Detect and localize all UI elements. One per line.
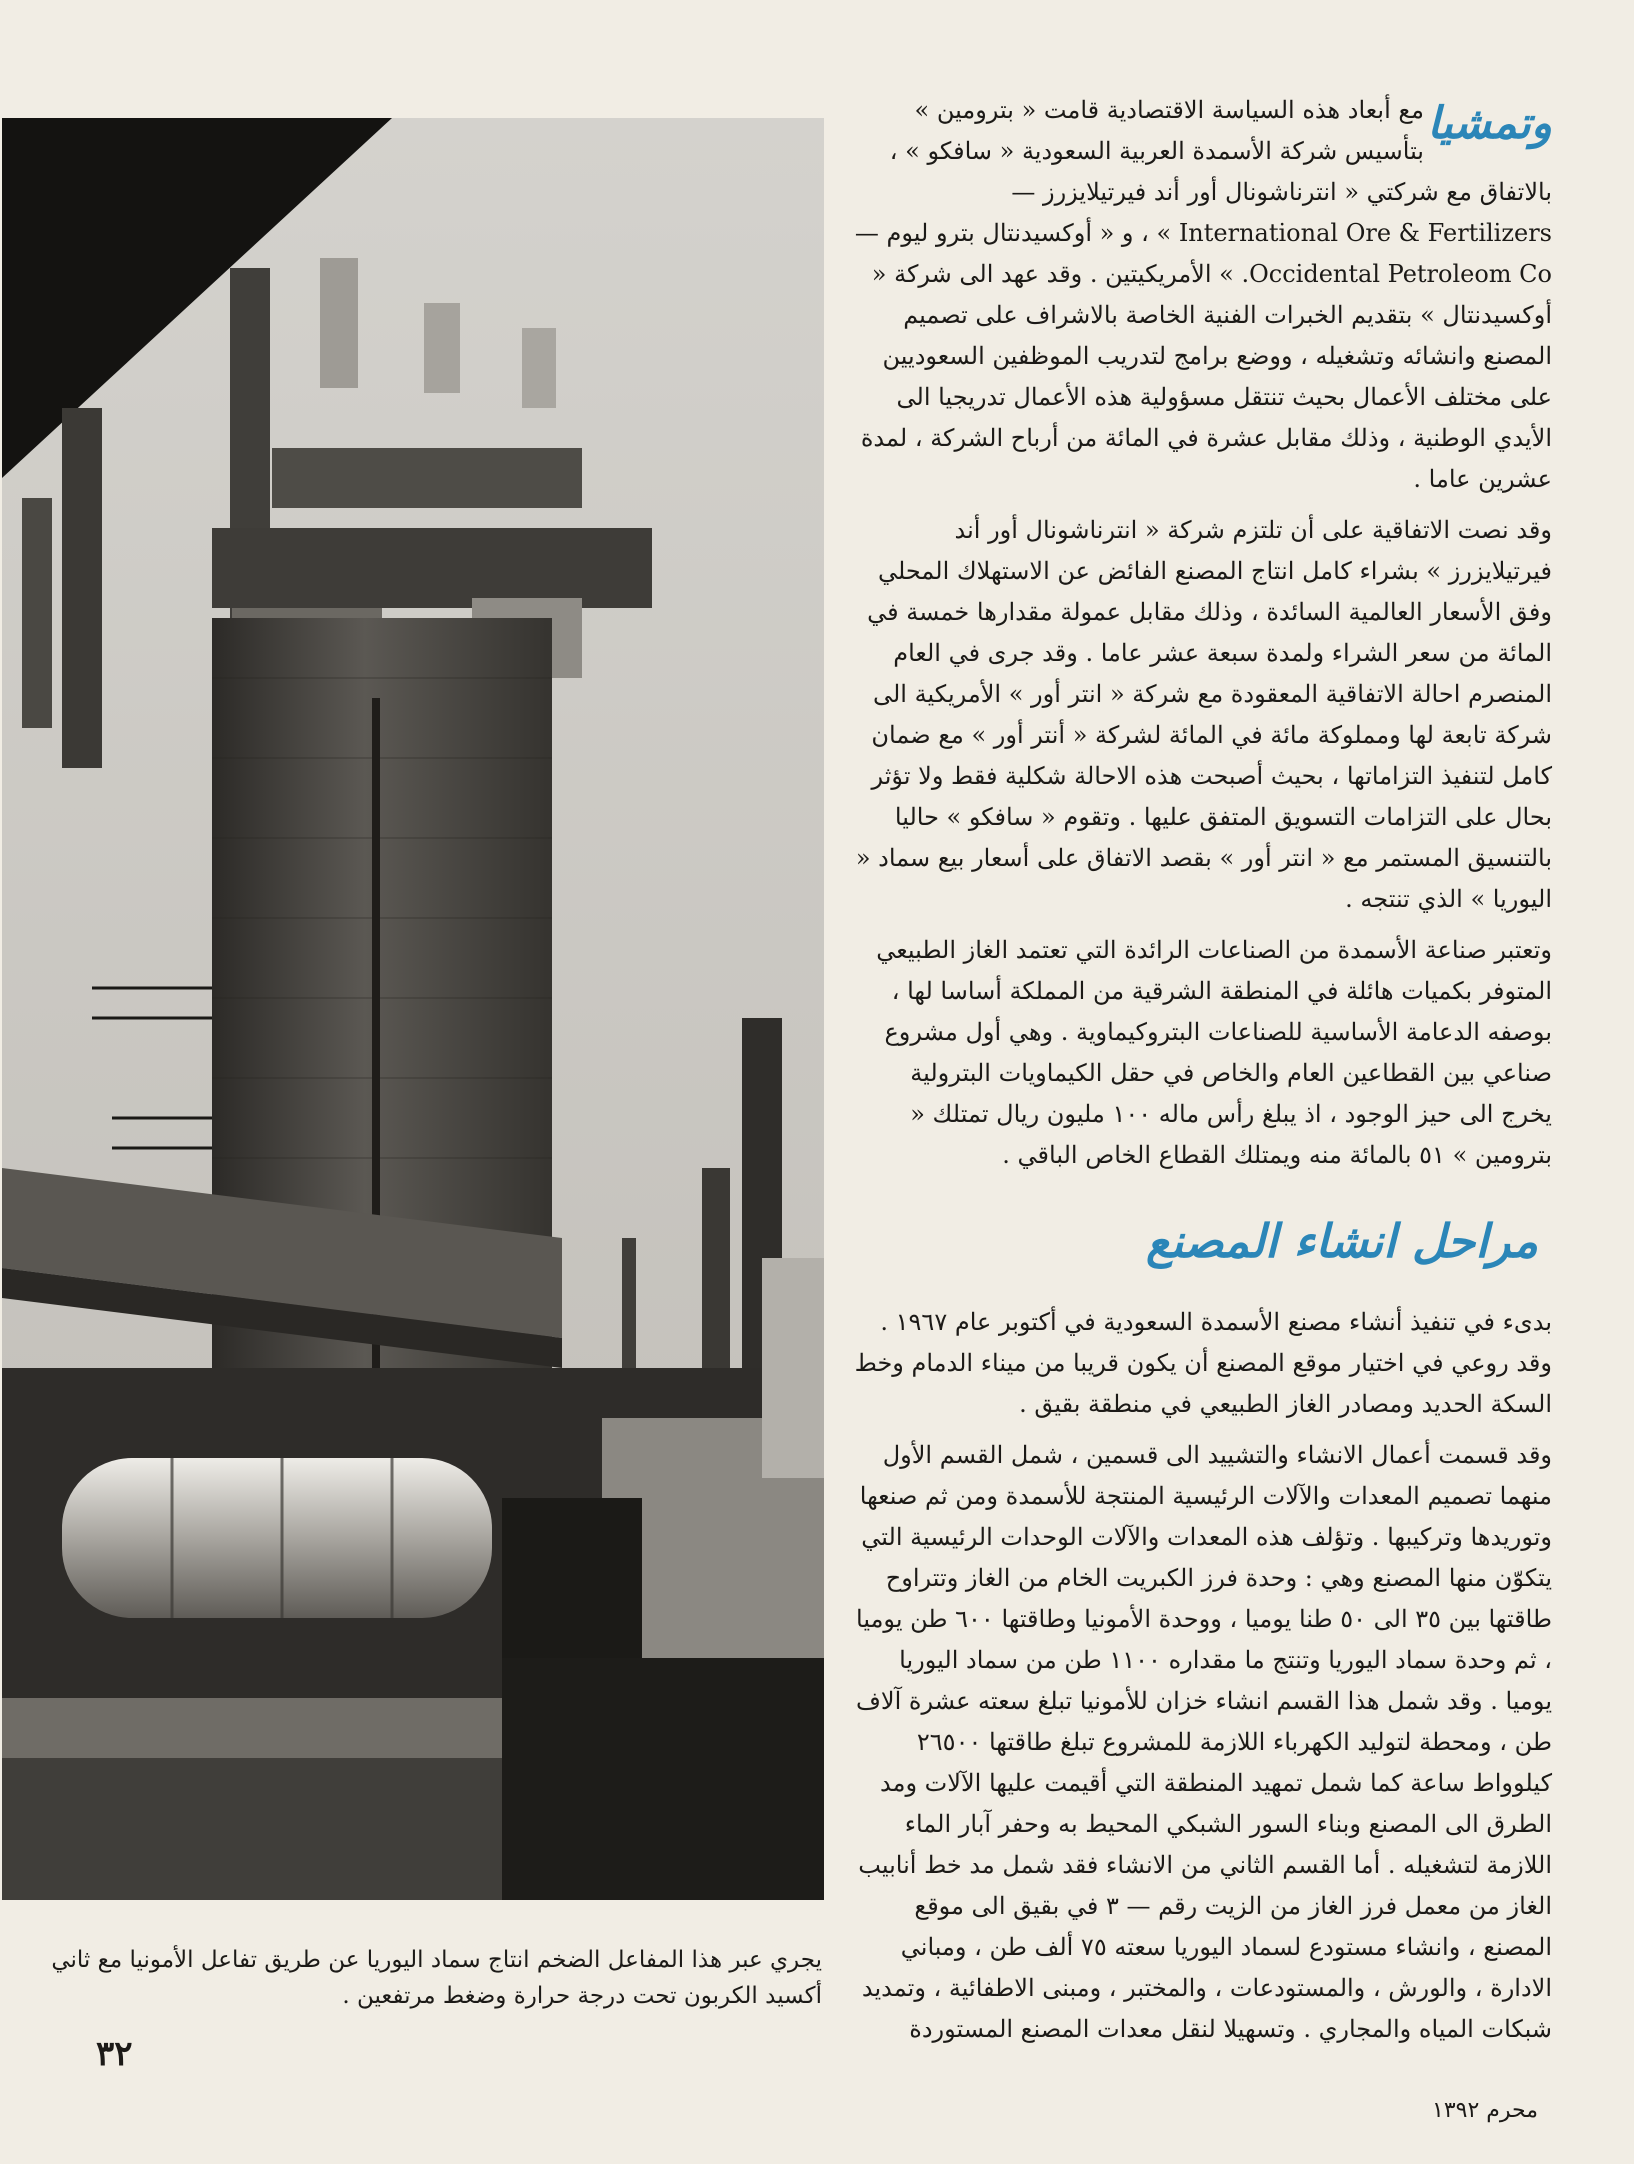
section-heading: مراحل انشاء المصنع (1145, 1214, 1538, 1268)
article-paragraph-1: مع أبعاد هذه السياسة الاقتصادية قامت « بترومين » بتأسيس شركة الأسمدة العربية السعودية « سافكو » ، بالاتفاق مع شركتي « انترناشونال أور أند فيرتيلايزرز — International Ore & Fertilizers » ، و « أوكسيدنتال بترو ليوم — Occidental Petroleom Co. » الأمريكيتين . وقد عهد الى شركة « أوكسيدنتال » بتقديم الخبرات الفنية الخاصة بالاشراف على تصميم المصنع وانشائه وتشغيله ، ووضع برامج لتدريب الموظفين السعوديين على مختلف الأعمال بحيث تنتقل مسؤولية هذه الأعمال تدريجيا الى الأيدي الوطنية ، وذلك مقابل عشرة في المائة من أرباح الشركة ، لمدة عشرين عاما . (854, 96, 1552, 493)
article-paragraph-2: وقد نصت الاتفاقية على أن تلتزم شركة « انترناشونال أور أند فيرتيلايزرز » بشراء كامل انتاج المصنع الفائض عن الاستهلاك المحلي وفق الأسعار العالمية السائدة ، وذلك مقابل عمولة مقدارها خمسة في المائة من سعر الشراء ولمدة سبعة عشر عاما . وقد جرى في العام المنصرم احالة الاتفاقية المعقودة مع شركة « انتر أور » الأمريكية الى شركة تابعة لها ومملوكة مائة في المائة لشركة « أنتر أور » مع ضمان كامل لتنفيذ التزاماتها ، بحيث أصبحت هذه الاحالة شكلية فقط ولا تؤثر بحال على التزامات التسويق المتفق عليها . وتقوم « سافكو » حاليا بالتنسيق المستمر مع « انتر أور » بقصد الاتفاق على أسعار بيع سماد « اليوريا » الذي تنتجه . (855, 516, 1552, 913)
photo-caption-text: يجري عبر هذا المفاعل الضخم انتاج سماد اليوريا عن طريق تفاعل الأمونيا مع ثاني أكسيد الكربون تحت درجة حرارة وضغط مرتفعين . (51, 1947, 822, 2009)
article-paragraph-5: وقد قسمت أعمال الانشاء والتشييد الى قسمين ، شمل القسم الأول منهما تصميم المعدات والآلات الرئيسية المنتجة للأسمدة ومن ثم صنعها وتوريدها وتركيبها . وتؤلف هذه المعدات والآلات الوحدات الرئيسية التي يتكوّن منها المصنع وهي : وحدة فرز الكبريت الخام من الغاز وتتراوح طاقتها بين ٣٥ الى ٥٠ طنا يوميا ، ووحدة الأمونيا وطاقتها ٦٠٠ طن يوميا ، ثم وحدة سماد اليوريا وتنتج ما مقداره ١١٠٠ طن من سماد اليوريا يوميا . وقد شمل هذا القسم انشاء خزان للأمونيا تبلغ سعته عشرة آلاف طن ، ومحطة لتوليد الكهرباء اللازمة للمشروع تبلغ طاقتها ٢٦٥٠٠ كيلوواط ساعة كما شمل تمهيد المنطقة التي أقيمت عليها الآلات ومد الطرق الى المصنع وبناء السور الشبكي المحيط به وحفر آبار الماء اللازمة لتشغيله . أما القسم الثاني من الانشاء فقد شمل مد خط أنابيب الغاز من معمل فرز الغاز من الزيت رقم — ٣ في بقيق الى موقع المصنع ، وانشاء مستودع لسماد اليوريا سعته ٧٥ ألف طن ، ومباني الادارة ، والورش ، والمستودعات ، والمختبر ، ومبنى الاطفائية ، وتمديد شبكات المياه والمجاري . وتسهيلا لنقل معدات المصنع المستوردة (856, 1441, 1552, 2043)
page-number: ٣٢ (96, 2034, 133, 2074)
issue-date: محرم ١٣٩٢ (1432, 2098, 1539, 2123)
article-column (852, 90, 1552, 2060)
article-paragraph-3: وتعتبر صناعة الأسمدة من الصناعات الرائدة التي تعتمد الغاز الطبيعي المتوفر بكميات هائلة في المنطقة الشرقية من المملكة أساسا لها ، بوصفه الدعامة الأساسية للصناعات البتروكيماوية . وهي أول مشروع صناعي بين القطاعين العام والخاص في حقل الكيماويات البترولية يخرج الى حيز الوجود ، اذ يبلغ رأس ماله ١٠٠ مليون ريال تمتلك « بترومين » ٥١ بالمائة منه ويمتلك القطاع الخاص الباقي . (876, 936, 1552, 1169)
photo-illustration (2, 118, 824, 1900)
article-paragraph-4: بدىء في تنفيذ أنشاء مصنع الأسمدة السعودية في أكتوبر عام ١٩٦٧ . وقد روعي في اختيار موقع المصنع أن يكون قريبا من ميناء الدمام وخط السكة الحديد ومصادر الغاز الطبيعي في منطقة بقيق . (854, 1308, 1552, 1418)
urea-reactor-photo (2, 118, 824, 1900)
photo-caption (40, 1942, 822, 2014)
lead-word: وتمشيا (1427, 98, 1552, 149)
